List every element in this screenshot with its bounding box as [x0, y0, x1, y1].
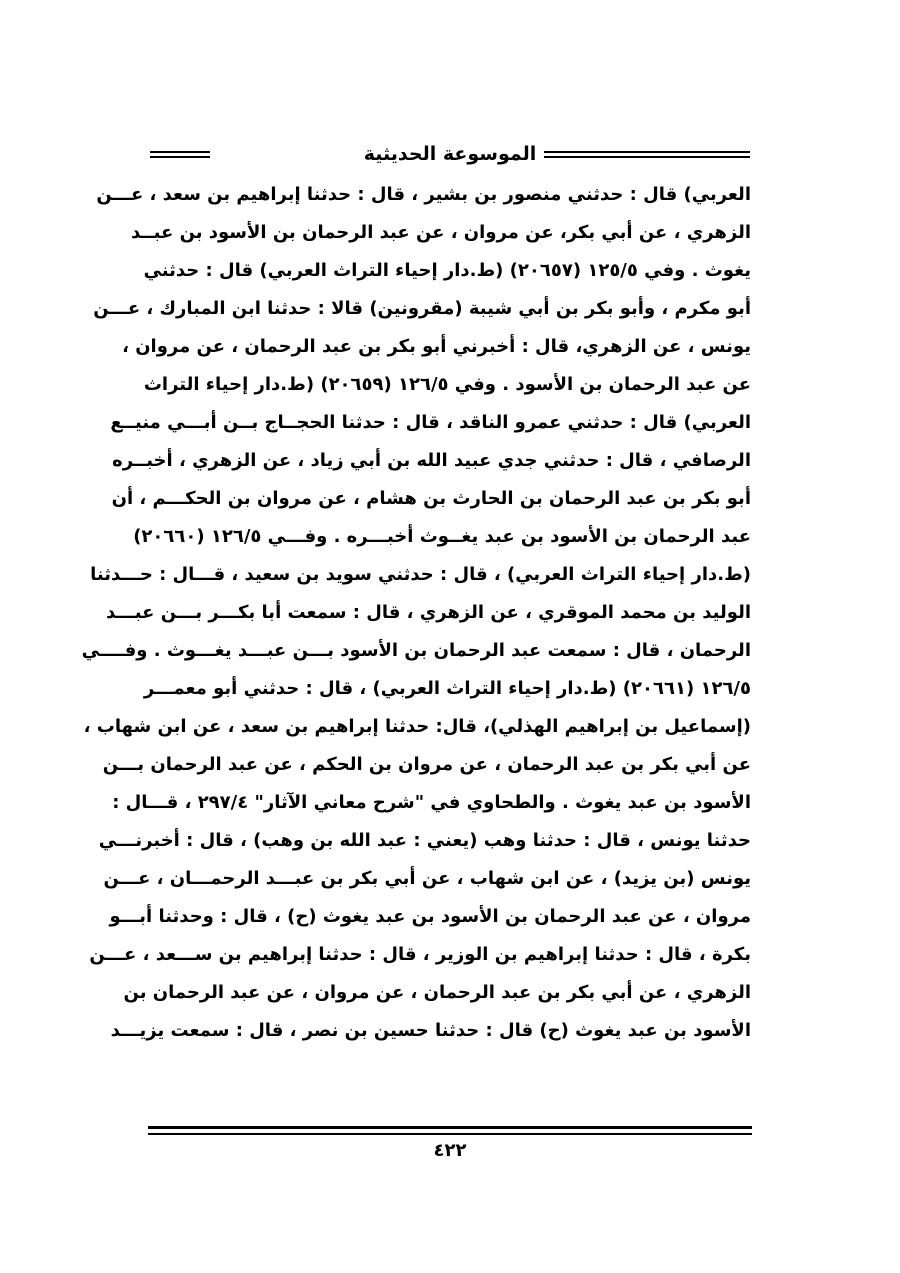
text-line: يغوث . وفي ١٢٥/٥ (٢٠٦٥٧) (ط.دار إحياء التراث العربي) قال : حدثني: [143, 260, 751, 281]
text-line: أبو مكرم ، وأبو بكر بن أبي شيبة (مقرونين) قالا : حدثنا ابن المبارك ، عـــن: [93, 298, 751, 319]
page-header: [150, 138, 750, 174]
text-line: (إسماعيل بن إبراهيم الهذلي)، قال: حدثنا إبراهيم بن سعد ، عن ابن شهاب ،: [83, 716, 751, 737]
text-line: أبو بكر بن عبد الرحمان بن الحارث بن هشام ، عن مروان بن الحكـــم ، أن: [111, 488, 751, 509]
text-line: بكرة ، قال : حدثنا إبراهيم بن الوزير ، قال : حدثنا إبراهيم بن ســـعد ، عـــن: [89, 944, 751, 965]
text-line: مروان ، عن عبد الرحمان بن الأسود بن عبد يغوث (ح) ، قال : وحدثنا أبـــو: [109, 906, 751, 927]
text-line: الرحمان ، قال : سمعت عبد الرحمان بن الأسود بـــن عبـــد يغـــوث . وفــــي: [81, 640, 751, 661]
text-line: (ط.دار إحياء التراث العربي) ، قال : حدثني سويد بن سعيد ، قـــال : حـــدثنا: [90, 564, 751, 585]
footer-rule: [148, 1126, 752, 1135]
page-number: ٤٢٢: [433, 1140, 467, 1161]
page-body: [81, 176, 751, 1050]
text-line: عن عبد الرحمان بن الأسود . وفي ١٢٦/٥ (٢٠٦٥٩) (ط.دار إحياء التراث: [143, 374, 751, 395]
text-line: الزهري ، عن أبي بكر، عن مروان ، عن عبد الرحمان بن الأسود بن عبــد: [130, 222, 751, 243]
text-line: الوليد بن محمد الموقري ، عن الزهري ، قال : سمعت أبا بكـــر بـــن عبـــد: [105, 602, 751, 623]
book-title-text: الموسوعة الحديثية: [356, 143, 545, 165]
text-line: العربي) قال : حدثني منصور بن بشير ، قال : حدثنا إبراهيم بن سعد ، عـــن: [96, 184, 751, 205]
text-line: يونس ، عن الزهري، قال : أخبرني أبو بكر بن عبد الرحمان ، عن مروان ،: [122, 336, 751, 357]
text-line: عبد الرحمان بن الأسود بن عبد يغــوث أخبـــره . وفـــي ١٢٦/٥ (٢٠٦٦٠): [133, 526, 751, 547]
text-line: العربي) قال : حدثني عمرو الناقد ، قال : حدثنا الحجــاج بــن أبـــي منيــع: [110, 412, 751, 433]
text-line: الزهري ، عن أبي بكر بن عبد الرحمان ، عن مروان ، عن عبد الرحمان بن: [123, 982, 751, 1003]
text-line: يونس (بن يزيد) ، عن ابن شهاب ، عن أبي بكر بن عبـــد الرحمـــان ، عـــن: [103, 868, 751, 889]
book-title: [150, 138, 750, 170]
text-line: الأسود بن عبد يغوث (ح) قال : حدثنا حسين بن نصر ، قال : سمعت يزيـــد: [110, 1020, 751, 1041]
text-line: عن أبي بكر بن عبد الرحمان ، عن مروان بن الحكم ، عن عبد الرحمان بـــن: [102, 754, 751, 775]
text-line: الأسود بن عبد يغوث . والطحاوي في "شرح معاني الآثار" ٢٩٧/٤ ، قـــال :: [112, 792, 751, 813]
text-line: ١٢٦/٥ (٢٠٦٦١) (ط.دار إحياء التراث العربي) ، قال : حدثني أبو معمـــر: [143, 678, 751, 699]
text-line: حدثنا يونس ، قال : حدثنا وهب (يعني : عبد الله بن وهب) ، قال : أخبرنـــي: [98, 830, 751, 851]
text-line: الرصافي ، قال : حدثني جدي عبيد الله بن أبي زياد ، عن الزهري ، أخبــره: [112, 450, 751, 471]
